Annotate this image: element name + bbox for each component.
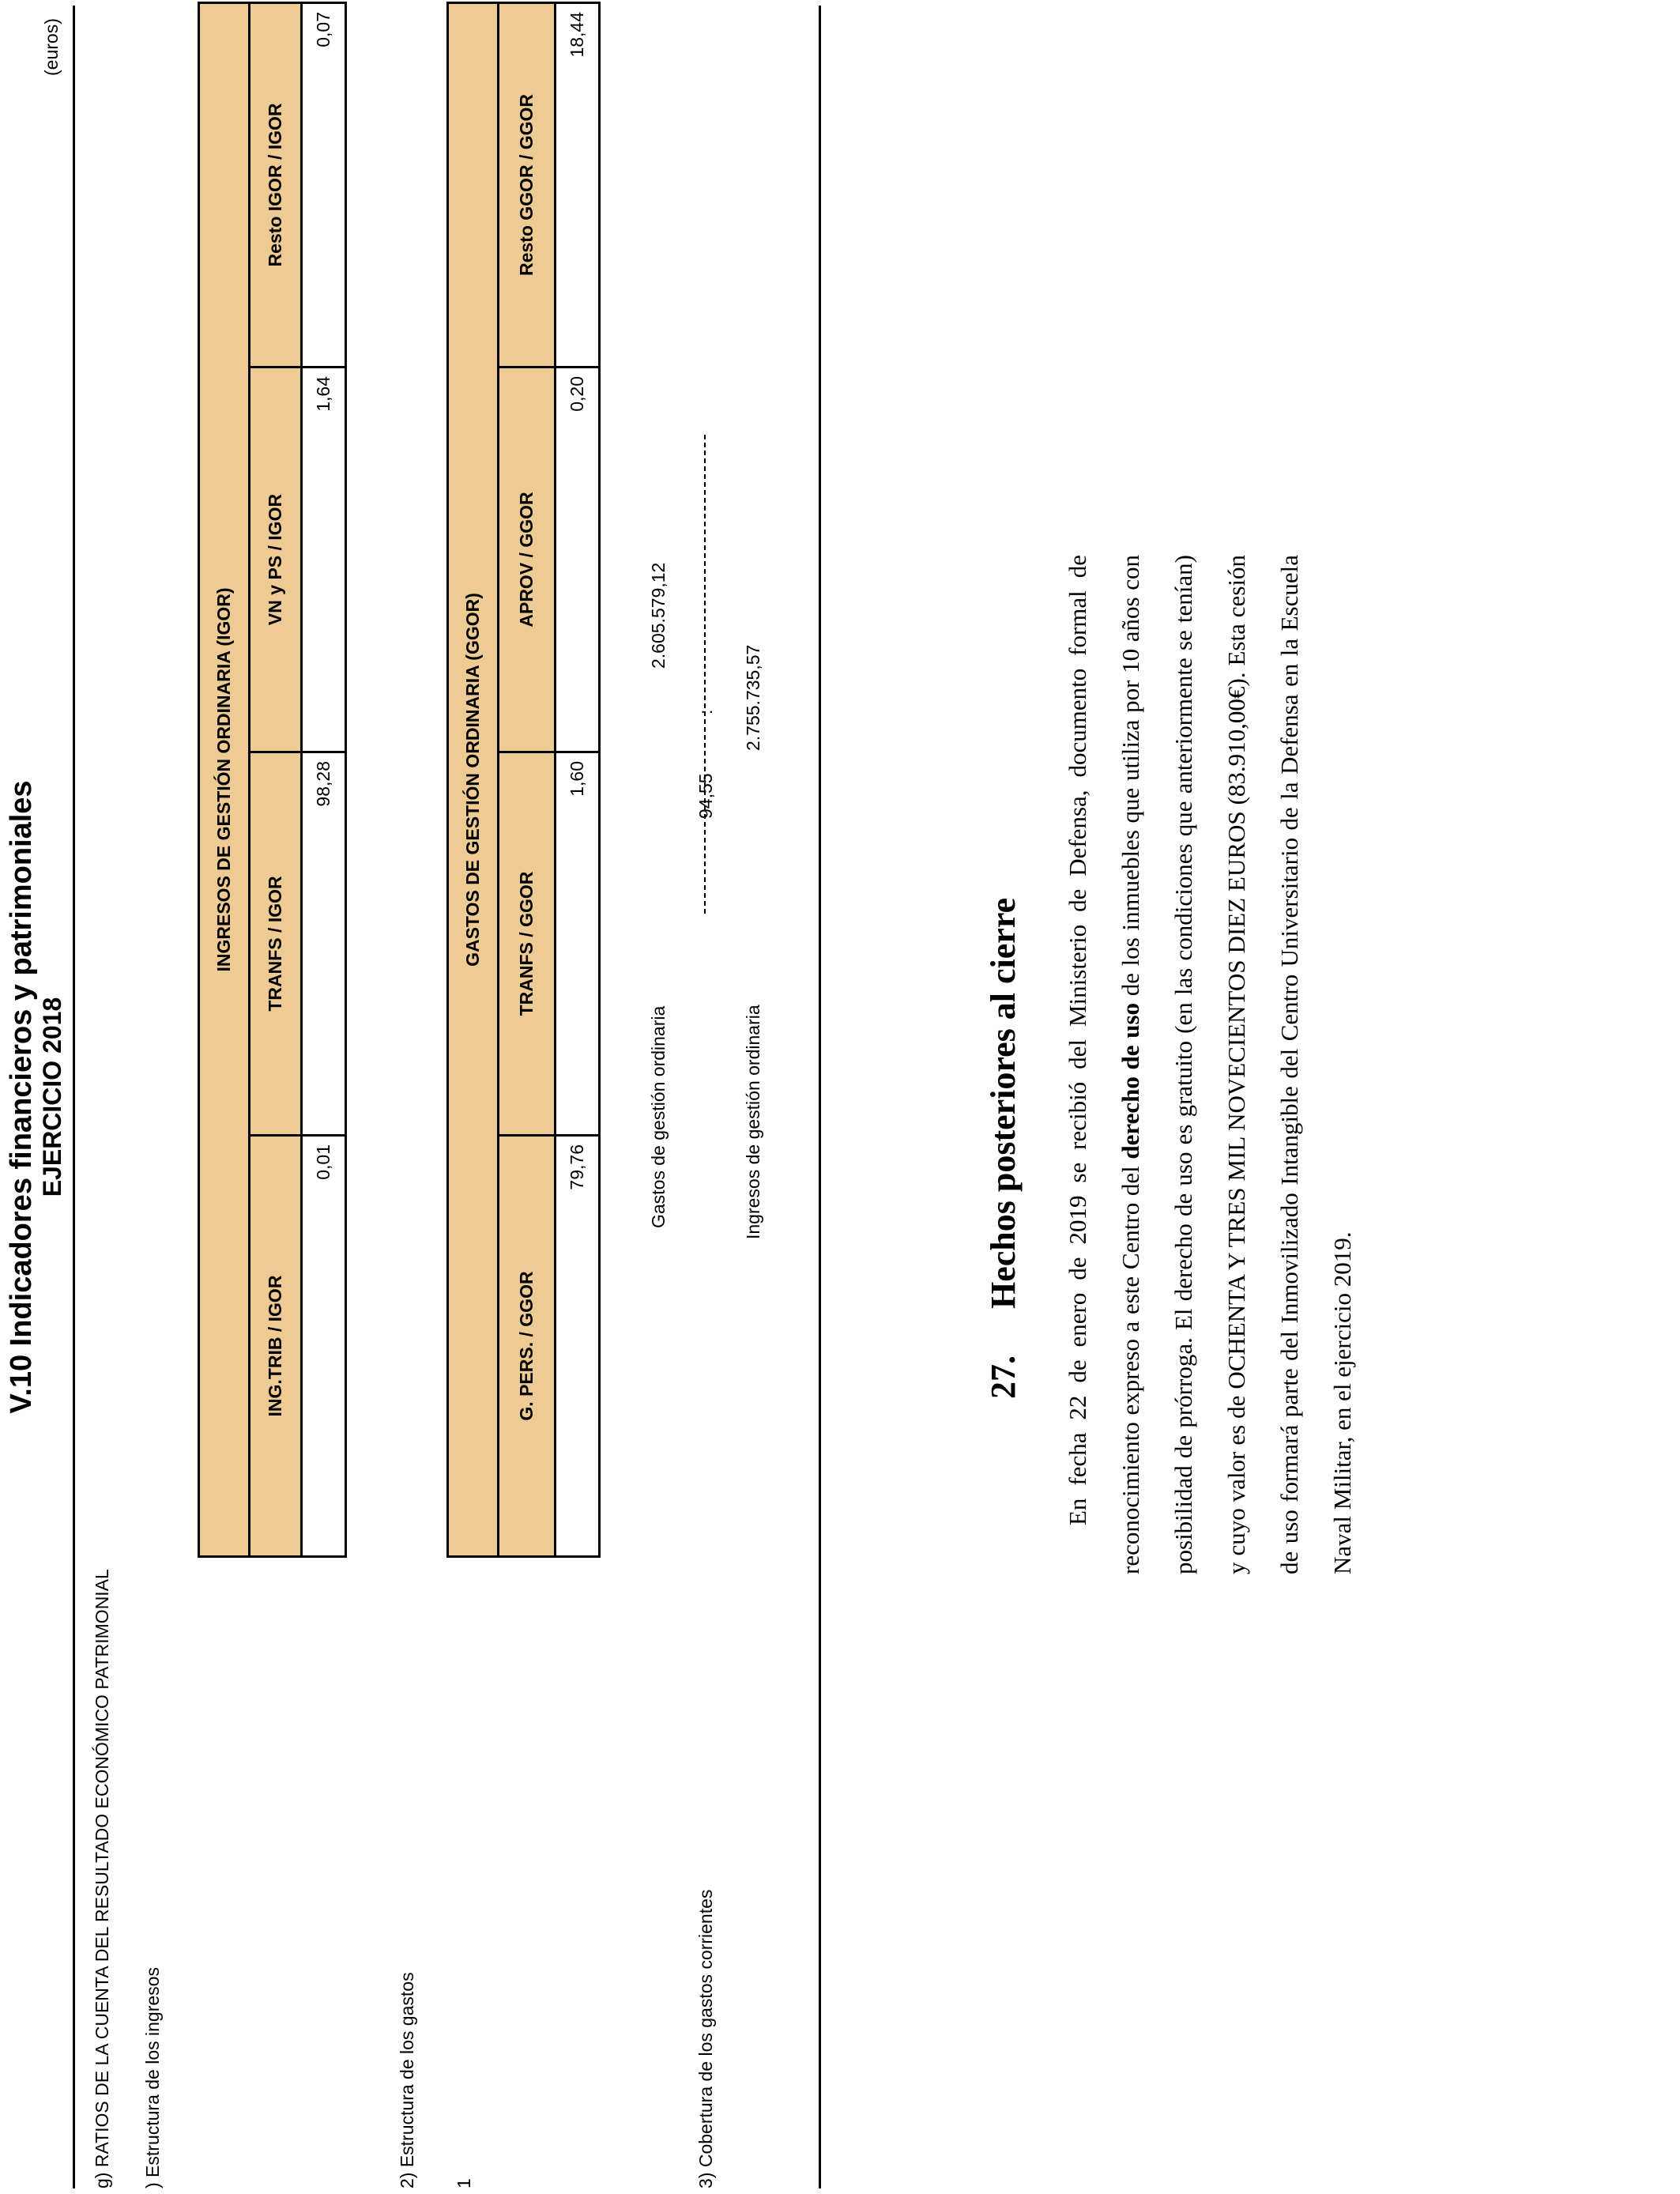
rotated-page: V.10 Indicadores financieros y patrimoniales EJERCICIO 2018 (euros) g) RATIOS DE LA CUENTA DEL RESULTADO ECONÓMICO PATRIMONIAL ) Estructura de los ingresos INGRESOS DE GESTIÓN ORDINARIA (IGOR) ING.TRIB / IGOR TRANFS / IGOR VN y PS / IGOR Resto IGOR / IGOR 0,01 98,28 1,64 0,07 2) Estructura de los gastos 1 GASTOS DE GESTIÓN ORDINARIA (GGOR) G. PERS. / GGOR TRANFS / GGOR APROV / GGOR Resto GGOR / GGOR 79,76 1,60 0,20 18,44 3) Cobertura de los gastos corrientes Gastos de gestión ordinaria 2.605.579,12 94,55 : Ingresos de gestión ordinaria 2.755.735,57 27. Hechos posteriores al cierre En fecha 22 de enero de 2019 se recibió del Ministerio de Defensa, documento formal de reconocimiento expreso a este Centro del derecho de uso de los inmuebles que utiliza por 10 años con posibilidad de prórroga. El derecho de uso es gratuito (en las condiciones que anteriormente se tenían) y cuyo valor es de OCHENTA Y TRES MIL NOVECIENTOS DIEZ EUROS (83.910,00€). Esta cesión de uso formará parte del Inmovilizado Intangible del Centro Universitario de la Defensa en la Escuela Naval Militar, en el ejercicio 2019. (0, 0, 1680, 2194)
gastos-value: 79,76 (556, 1136, 600, 1557)
gastos-value: 18,44 (556, 3, 600, 368)
cobertura-denominator-label: Ingresos de gestión ordinaria (743, 1005, 763, 1239)
page-title: V.10 Indicadores financieros y patrimoniales (5, 780, 38, 1414)
gastos-col-header: Resto GGOR / GGOR (499, 3, 556, 368)
cobertura-value: 94,55 (695, 773, 716, 819)
cobertura-denominator-value: 2.755.735,57 (743, 644, 763, 751)
cobertura-fraction-line (704, 435, 706, 914)
ingresos-label: ) Estructura de los ingresos (142, 1967, 163, 2188)
ingresos-value: 1,64 (302, 368, 346, 752)
gastos-value: 1,60 (556, 752, 600, 1136)
mid-rule (819, 6, 821, 2188)
cobertura-colon: : (695, 709, 716, 714)
paragraph-text-start: En fecha 22 de enero de 2019 se recibió del Ministerio de Defensa, documento formal de reconocimiento expreso a este Centro del (1064, 555, 1144, 1574)
ingresos-col-header: VN y PS / IGOR (250, 368, 302, 752)
ingresos-col-header: Resto IGOR / IGOR (250, 2, 302, 367)
gastos-col-header: G. PERS. / GGOR (499, 1136, 556, 1557)
paragraph-text-end: de los inmuebles que utiliza por 10 años con posibilidad de prórroga. El derecho de uso es gratuito (en las condiciones que anteriormente se tenían) y cuyo valor es de OCHENTA Y TRES MIL NOVECIENTOS DIEZ EUROS (83.910,00€). Esta cesión de uso formará parte del Inmovilizado Intangible del Centro Universitario de la Defensa en la Escuela Naval Militar, en el ejercicio 2019. (1117, 554, 1356, 1574)
section-27-title: Hechos posteriores al cierre (984, 897, 1023, 1309)
ingresos-col-header: TRANFS / IGOR (250, 752, 302, 1136)
cobertura-numerator-value: 2.605.579,12 (648, 562, 669, 669)
cobertura-numerator-label: Gastos de gestión ordinaria (648, 1005, 669, 1228)
gastos-group-header: GASTOS DE GESTIÓN ORDINARIA (GGOR) (448, 3, 499, 1557)
gastos-col-header: TRANFS / GGOR (499, 752, 556, 1136)
ingresos-group-header: INGRESOS DE GESTIÓN ORDINARIA (IGOR) (199, 2, 250, 1556)
gastos-col-header: APROV / GGOR (499, 368, 556, 752)
gastos-value: 0,20 (556, 368, 600, 752)
cobertura-label: 3) Cobertura de los gastos corrientes (695, 1889, 716, 2188)
section-27-paragraph (1051, 555, 1369, 1574)
ingresos-table (198, 2, 347, 1558)
gastos-table (446, 2, 601, 1558)
gastos-row-number: 1 (454, 2178, 474, 2188)
paragraph-bold-term: derecho de uso (1117, 1002, 1144, 1159)
page-subtitle: EJERCICIO 2018 (38, 997, 66, 1197)
ingresos-value: 0,01 (302, 1136, 346, 1557)
ingresos-value: 98,28 (302, 752, 346, 1136)
top-rule (73, 6, 75, 2188)
section-27-number: 27. (984, 1355, 1023, 1399)
ingresos-col-header: ING.TRIB / IGOR (250, 1136, 302, 1557)
section-g-title: g) RATIOS DE LA CUENTA DEL RESULTADO ECONÓMICO PATRIMONIAL (92, 1569, 112, 2188)
gastos-label: 2) Estructura de los gastos (397, 1972, 417, 2188)
ingresos-value: 0,07 (302, 2, 346, 367)
